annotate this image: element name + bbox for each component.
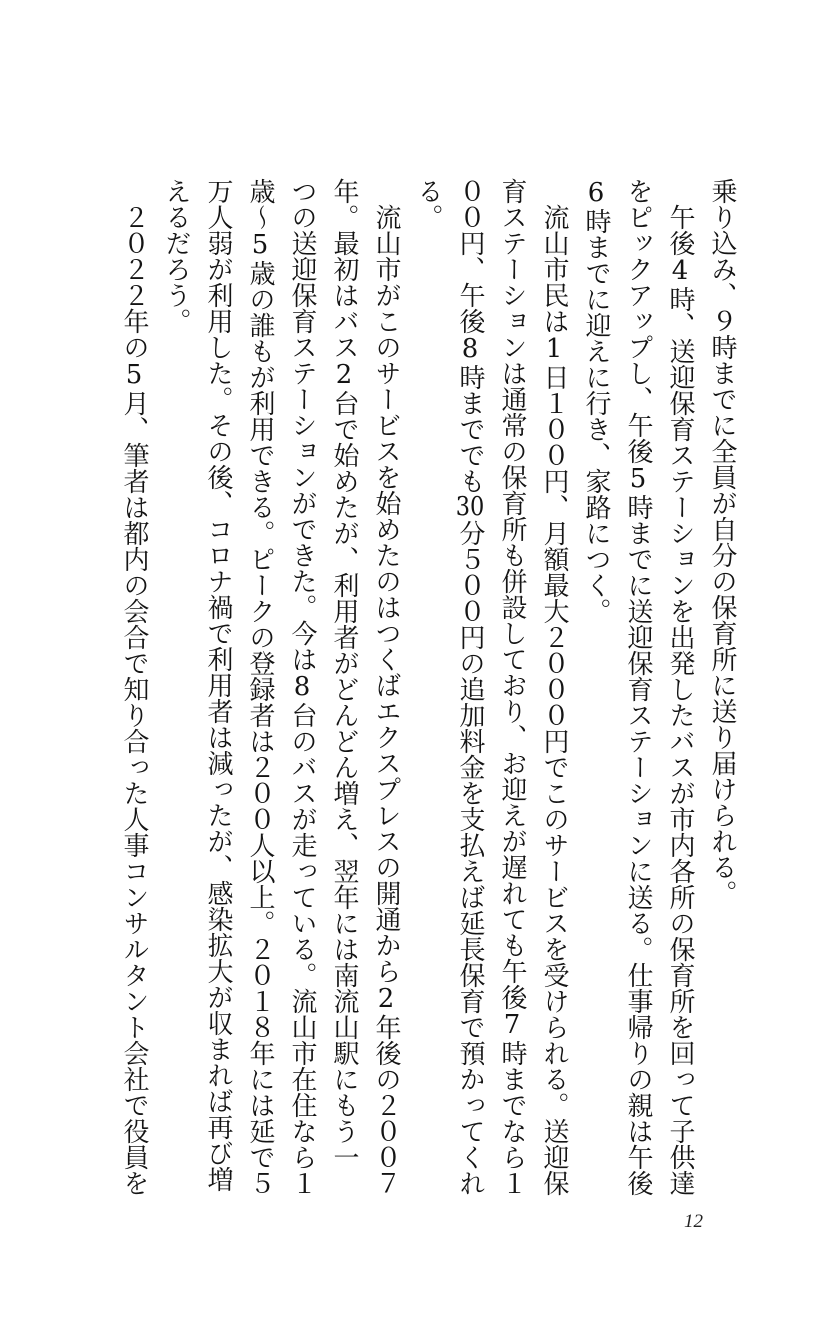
text-column: えるだろう。 bbox=[161, 178, 191, 334]
text-segment: 分５００円の追加料金を支払えば延長保育で預かってくれ bbox=[455, 520, 485, 1196]
text-column bbox=[449, 178, 491, 1198]
text-column: る。 bbox=[413, 178, 443, 230]
text-column: 午後4時、送迎保育ステーションを出発したバスが市内各所の保育所を回って子供達 bbox=[665, 178, 695, 1196]
text-column: 育ステーションは通常の保育所も併設しており、お迎えが遅れても午後7時までなら１ bbox=[497, 178, 527, 1196]
text-column: ２０２２年の5月、筆者は都内の会合で知り合った人事コンサルタント会社で役員を bbox=[119, 178, 149, 1196]
text-column: つの送迎保育ステーションができた。今は8台のバスが走っている。流山市在住なら１ bbox=[287, 178, 317, 1196]
text-column: 流山市がこのサービスを始めたのはつくばエクスプレスの開通から2年後の２００７ bbox=[371, 178, 401, 1196]
vertical-text-body bbox=[113, 178, 743, 1198]
text-column: をピックアップし、午後5時までに送迎保育ステーションに送る。仕事帰りの親は午後 bbox=[623, 178, 653, 1196]
text-column: 流山市民は1日１００円、月額最大２０００円でこのサービスを受けられる。送迎保 bbox=[539, 178, 569, 1196]
text-column: 乗り込み、９時までに全員が自分の保育所に送り届けられる。 bbox=[707, 178, 737, 906]
text-column: 万人弱が利用した。その後、コロナ禍で利用者は減ったが、感染拡大が収まれば再び増 bbox=[203, 178, 233, 1192]
tate-chu-yoko-number: 30 bbox=[455, 494, 485, 520]
text-column: 歳～5歳の誰もが利用できる。ピークの登録者は２００人以上。２０１８年には延で５ bbox=[245, 178, 275, 1196]
text-column: 年。最初はバス2台で始めたが、利用者がどんどん増え、翌年には南流山駅にもう一 bbox=[329, 178, 359, 1170]
text-segment: ００円、午後8時まででも bbox=[455, 178, 485, 494]
text-column: 6時までに迎えに行き、家路につく。 bbox=[581, 178, 611, 624]
page-number: 12 bbox=[684, 1211, 703, 1232]
